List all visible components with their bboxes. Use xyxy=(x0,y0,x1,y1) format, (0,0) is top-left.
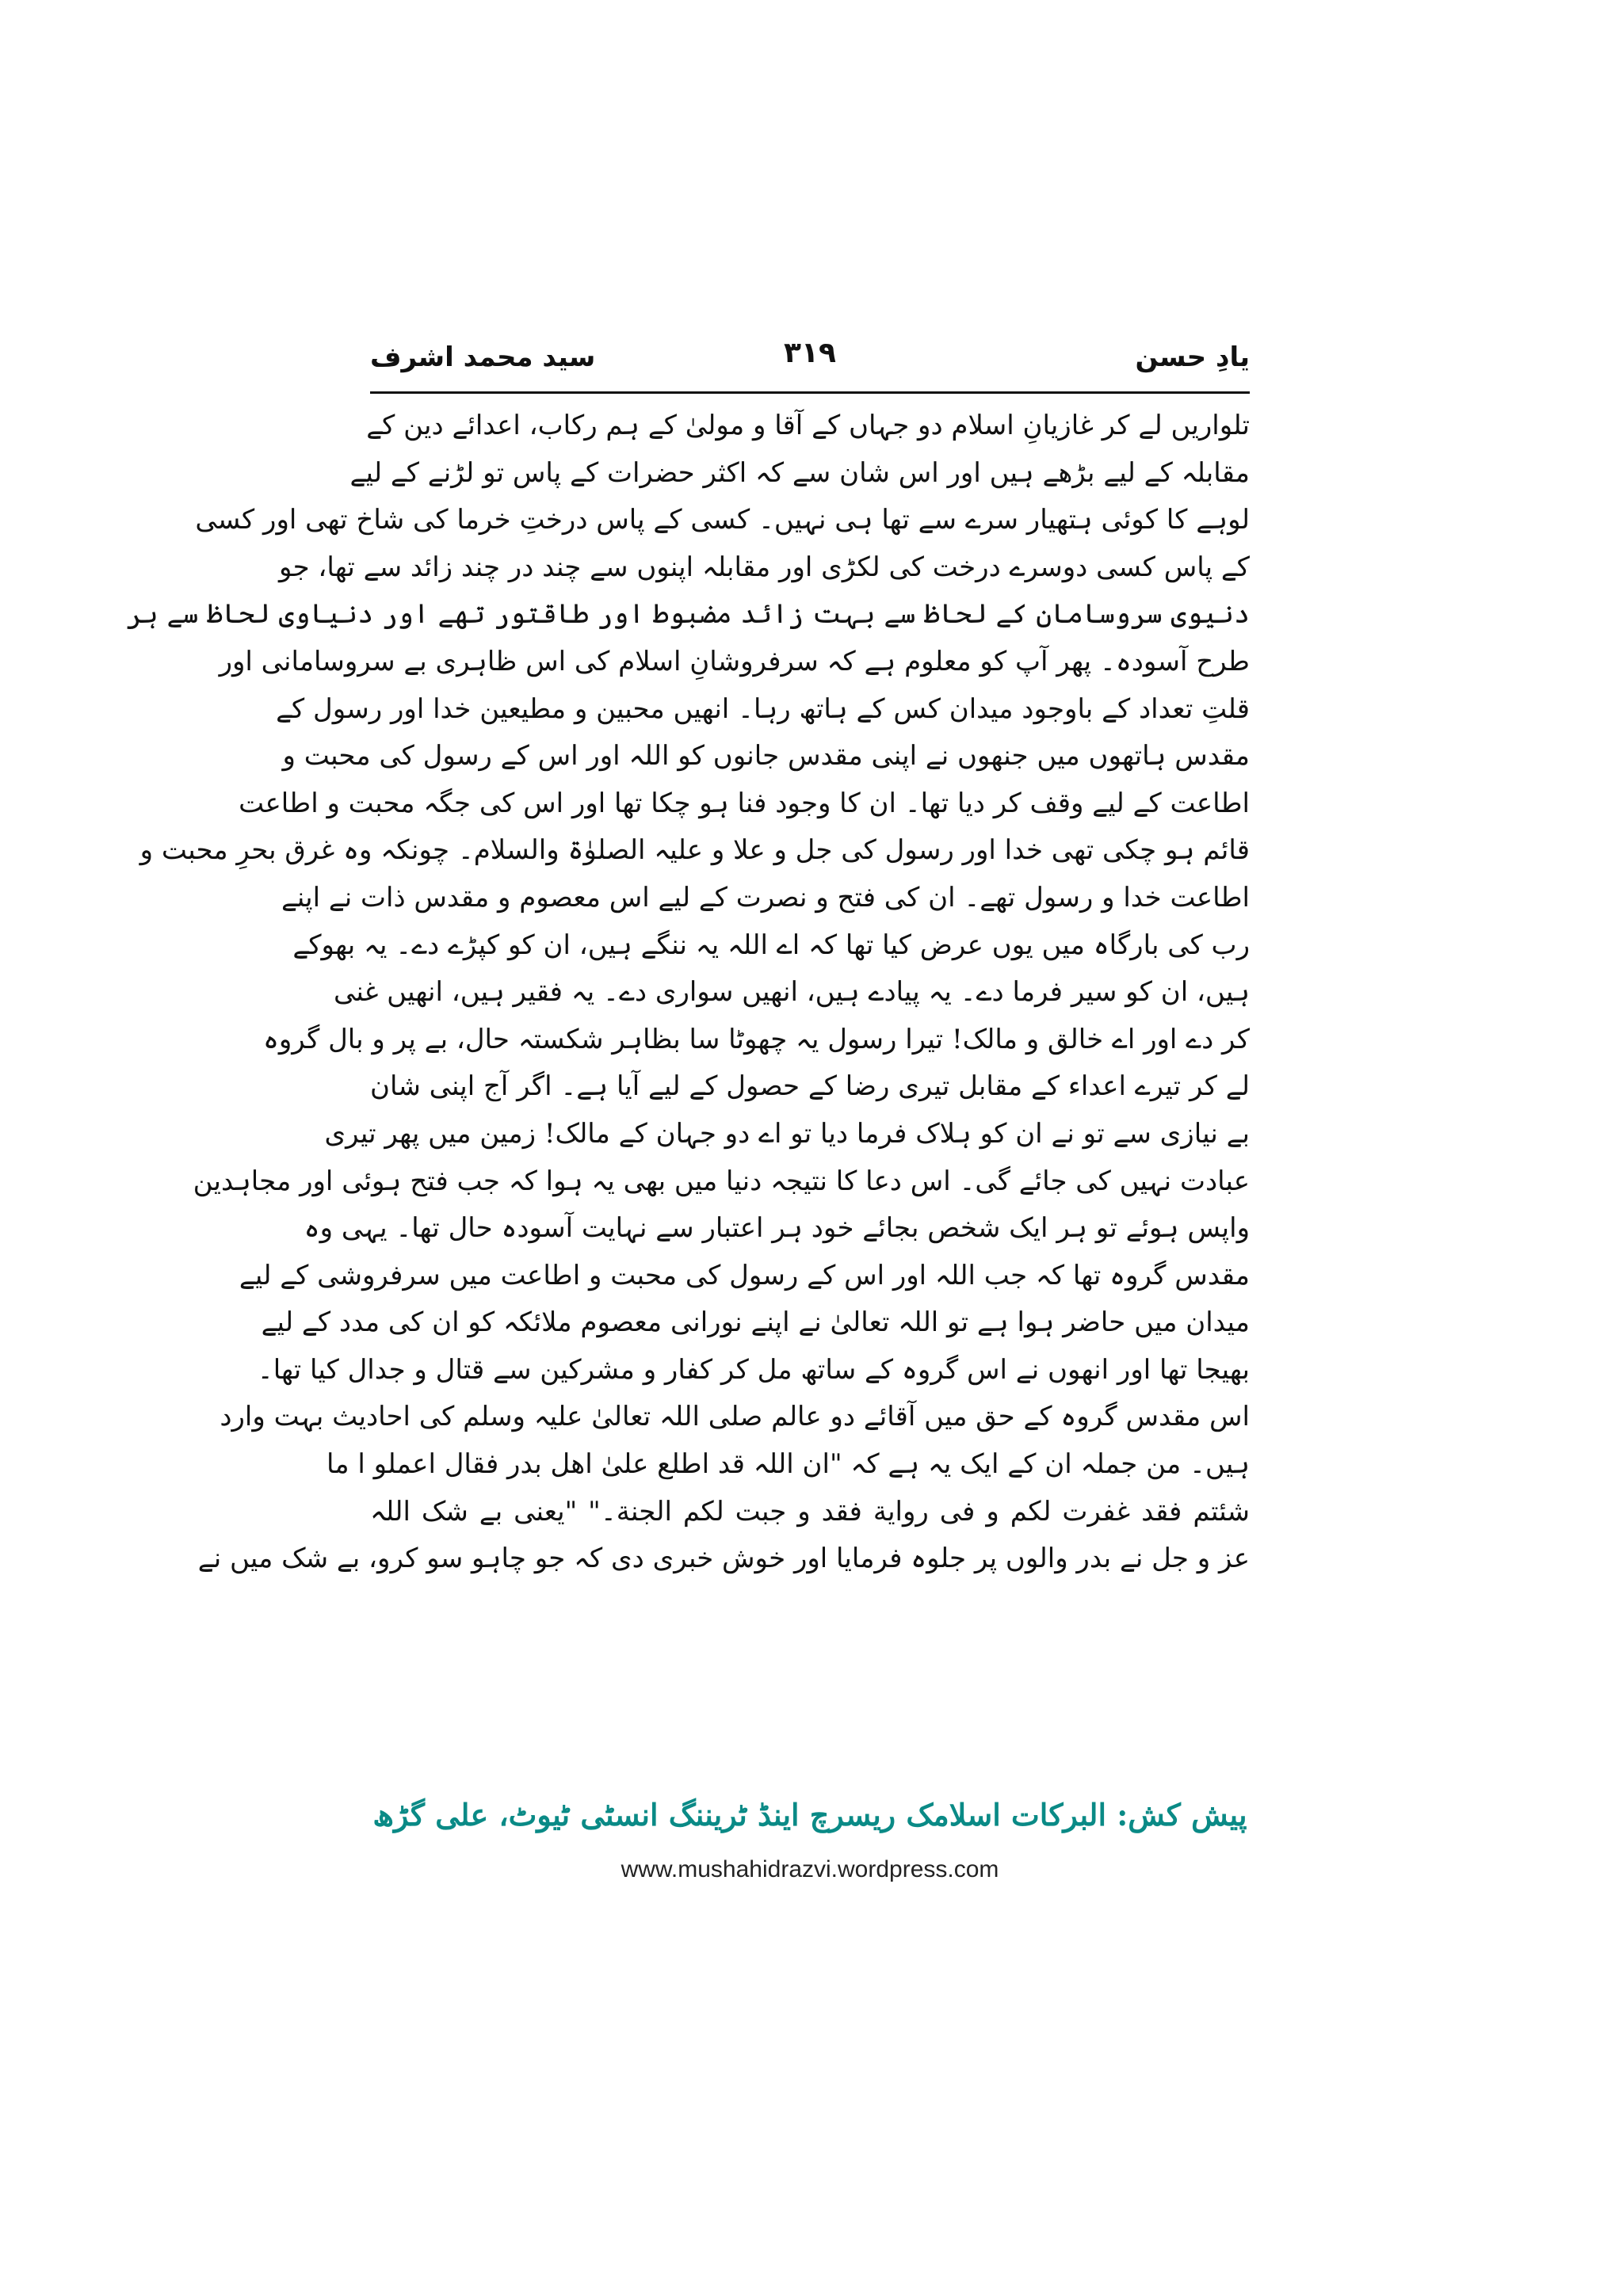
text-line: میدان میں حاضر ہوا ہے تو اللہ تعالیٰ نے اپنے نورانی معصوم ملائکہ کو ان کی مدد کے لیے xyxy=(261,1306,1250,1339)
text-line: عز و جل نے بدر والوں پر جلوہ فرمایا اور خوش خبری دی کہ جو چاہو سو کرو، بے شک میں نے xyxy=(197,1543,1250,1575)
text-line: عبادت نہیں کی جائے گی۔ اس دعا کا نتیجہ دنیا میں بھی یہ ہوا کہ جب فتح ہوئی اور مجاہدین xyxy=(193,1165,1250,1197)
text-line: شئتم فقد غفرت لکم و فی روایة فقد و جبت لکم الجنة۔" "یعنی بے شک اللہ xyxy=(370,1495,1250,1527)
text-line: طرح آسودہ۔ پھر آپ کو معلوم ہے کہ سرفروشانِ اسلام کی اس ظاہری بے سروسامانی اور xyxy=(219,645,1250,677)
body-text xyxy=(126,402,1250,1583)
text-line: تلواریں لے کر غازیانِ اسلام دو جہاں کے آقا و مولیٰ کے ہم رکاب، اعدائے دین کے xyxy=(366,410,1250,441)
text-line: مقابلہ کے لیے بڑھے ہیں اور اس شان سے کہ اکثر حضرات کے پاس تو لڑنے کے لیے xyxy=(349,456,1250,489)
text-line: کے پاس کسی دوسرے درخت کی لکڑی اور مقابلہ اپنوں سے چند در چند زائد سے تھا، جو xyxy=(279,551,1250,583)
text-line: اطاعت خدا و رسول تھے۔ ان کی فتح و نصرت کے لیے اس معصوم و مقدس ذات نے اپنے xyxy=(281,881,1250,913)
page-number: ۳۱۹ xyxy=(784,337,836,369)
text-line: رب کی بارگاہ میں یوں عرض کیا تھا کہ اے اللہ یہ ننگے ہیں، ان کو کپڑے دے۔ یہ بھوکے xyxy=(292,929,1250,961)
header-divider xyxy=(370,391,1250,394)
text-line: قلتِ تعداد کے باوجود میدان کس کے ہاتھ رہا۔ انھیں محبین و مطیعین خدا اور رسول کے xyxy=(276,692,1250,725)
text-line: قائم ہو چکی تھی خدا اور رسول کی جل و علا و علیہ الصلوٰۃ والسلام۔ چونکہ وہ غرق بحرِ محبت و xyxy=(139,834,1250,867)
text-line: ہیں۔ من جملہ ان کے ایک یہ ہے کہ "ان اللہ قد اطلع علیٰ اهل بدر فقال اعملو ا ما xyxy=(327,1448,1250,1481)
text-line: ہیں، ان کو سیر فرما دے۔ یہ پیادے ہیں، انھیں سواری دے۔ یہ فقیر ہیں، انھیں غنی xyxy=(334,976,1250,1009)
text-line: دنیوی سروسامان کے لحاظ سے بہت زائد مضبوط اور طاقتور تھے اور دنیاوی لحاظ سے ہر xyxy=(126,598,1250,631)
text-line: اطاعت کے لیے وقف کر دیا تھا۔ ان کا وجود فنا ہو چکا تھا اور اس کی جگہ محبت و اطاعت xyxy=(239,787,1250,819)
text-line: لوہے کا کوئی ہتھیار سرے سے تھا ہی نہیں۔ کسی کے پاس درختِ خرما کی شاخ تھی اور کسی xyxy=(195,504,1250,536)
author-name: سید محمد اشرف xyxy=(370,341,596,373)
footer-presenter: پیش کش: البرکات اسلامک ریسرچ اینڈ ٹریننگ انسٹی ٹیوٹ، علی گڑھ xyxy=(372,1797,1247,1833)
text-line: واپس ہوئے تو ہر ایک شخص بجائے خود ہر اعتبار سے نہایت آسودہ حال تھا۔ یہی وہ xyxy=(304,1212,1250,1245)
text-line: لے کر تیرے اعداء کے مقابل تیری رضا کے حصول کے لیے آیا ہے۔ اگر آج اپنی شان xyxy=(370,1070,1250,1103)
page-header xyxy=(370,337,1250,384)
text-line: بھیجا تھا اور انھوں نے اس گروہ کے ساتھ مل کر کفار و مشرکین سے قتال و جدال کیا تھا۔ xyxy=(257,1353,1250,1386)
book-title: یادِ حسن xyxy=(1135,341,1250,373)
text-line: بے نیازی سے تو نے ان کو ہلاک فرما دیا تو اے دو جہان کے مالک! زمین میں پھر تیری xyxy=(324,1117,1250,1150)
text-line: مقدس ہاتھوں میں جنھوں نے اپنی مقدس جانوں کو اللہ اور اس کے رسول کی محبت و xyxy=(282,740,1250,772)
text-line: مقدس گروہ تھا کہ جب اللہ اور اس کے رسول کی محبت و اطاعت میں سرفروشی کے لیے xyxy=(239,1259,1250,1291)
text-line: اس مقدس گروہ کے حق میں آقائے دو عالم صلی اللہ تعالیٰ علیہ وسلم کی احادیث بہت وارد xyxy=(220,1401,1250,1433)
text-line: کر دے اور اے خالق و مالک! تیرا رسول یہ چھوٹا سا بظاہر شکستہ حال، بے پر و بال گروہ xyxy=(262,1023,1250,1055)
footer-url[interactable]: www.mushahidrazvi.wordpress.com xyxy=(621,1856,999,1882)
